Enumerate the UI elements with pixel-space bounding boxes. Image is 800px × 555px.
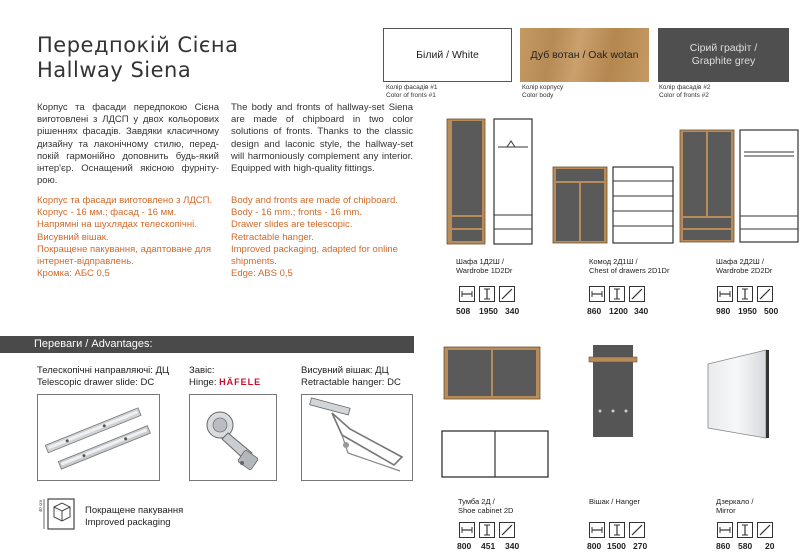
dim-depth: 20	[765, 541, 775, 551]
product-name-en: Wardrobe 1D2Dr	[456, 266, 513, 275]
retractable-hanger-photo	[301, 394, 413, 481]
product-name-en: Shoe cabinet 2D	[458, 506, 514, 515]
product-caption	[716, 257, 772, 275]
product-name-ua: Комод 2Д1Ш /	[589, 257, 638, 266]
packaging-label-ua: Покращене пакування	[85, 505, 184, 516]
product-name-en: Chest of drawers 2D1Dr	[589, 266, 670, 275]
product-dims-icons	[589, 286, 645, 302]
spec-line: Корпус та фасади виготовлено з ЛДСП.	[37, 195, 213, 206]
product-caption	[589, 257, 669, 275]
swatch-caption-en: Color of fronts #2	[659, 92, 709, 99]
product-dims-icons	[717, 522, 773, 538]
swatch-white	[383, 28, 512, 82]
dim-depth: 340	[634, 306, 649, 316]
spec-line: Edge: ABS 0,5	[231, 268, 293, 280]
product-name-ua: Тумба 2Д /	[458, 497, 495, 506]
spec-line: Кромка: АБС 0,5	[37, 268, 110, 280]
swatch-caption-ua: Колір фасадів #1	[386, 84, 438, 91]
advantage-label-ua: Завіс:	[189, 365, 215, 376]
description-en: The body and fronts of hallway-set Siena are made of chipboard in two color solutions of fronts. Thanks to the classic design and laconic style, the hallway-set will harmoniously complement any interior. Equipped with high-quality fittings.	[231, 102, 413, 175]
product-name-ua: Шафа 2Д2Ш /	[716, 257, 764, 266]
width-icon	[459, 522, 475, 538]
advantage-label-en	[189, 377, 261, 389]
width-icon	[717, 522, 733, 538]
specs-en	[231, 195, 416, 280]
swatch-caption	[386, 84, 437, 100]
depth-icon	[757, 286, 773, 302]
product-caption	[589, 497, 640, 506]
hanger-image	[588, 343, 638, 438]
dim-height: 451	[481, 541, 496, 551]
swatch-graphite	[658, 28, 789, 82]
depth-icon	[499, 522, 515, 538]
spec-line: Напрямні на шухлядах телескопічні.	[37, 219, 197, 231]
page-title-en: Hallway Siena	[37, 58, 192, 82]
dim-height: 1950	[479, 306, 498, 316]
dim-width: 800	[457, 541, 472, 551]
swatch-label: Сірий графіт / Graphite grey	[689, 42, 758, 67]
width-icon	[459, 286, 475, 302]
dim-height: 1200	[609, 306, 628, 316]
dim-width: 800	[587, 541, 602, 551]
chest-of-drawers-image	[551, 165, 677, 247]
product-caption	[458, 497, 513, 515]
drawer-slide-photo	[37, 394, 160, 481]
advantages-header: Переваги / Advantages:	[0, 336, 414, 353]
spec-line: Висувний вішак.	[37, 231, 109, 243]
dim-height: 1500	[607, 541, 626, 551]
swatch-caption-en: Color body	[522, 92, 554, 99]
product-caption	[456, 257, 512, 275]
advantage-hanger	[301, 365, 401, 388]
package-size-label: 40 cm	[38, 500, 43, 513]
dim-depth: 500	[764, 306, 779, 316]
spec-line: Покращене пакування, адаптоване для інтернет-відправлень.	[37, 243, 211, 268]
width-icon	[717, 286, 733, 302]
swatch-caption-en: Color of fronts #1	[386, 92, 436, 99]
wardrobe-1d2dr-image	[445, 117, 537, 247]
package-box-icon	[42, 497, 76, 531]
product-name-ua: Вішак / Hanger	[589, 497, 640, 506]
advantage-hinge	[189, 365, 261, 388]
height-icon	[609, 522, 625, 538]
depth-icon	[629, 286, 645, 302]
product-caption	[716, 497, 753, 515]
dim-depth: 340	[505, 541, 520, 551]
height-icon	[609, 286, 625, 302]
height-icon	[737, 286, 753, 302]
advantage-slides	[37, 365, 169, 388]
spec-line: Body - 16 mm.; fronts - 16 mm.	[231, 207, 362, 219]
dim-height: 1950	[738, 306, 757, 316]
dim-width: 508	[456, 306, 471, 316]
product-name-ua: Шафа 1Д2Ш /	[456, 257, 504, 266]
spec-line: Drawer slides are telescopic.	[231, 219, 353, 231]
swatch-oak	[520, 28, 649, 82]
product-dims-icons	[459, 522, 515, 538]
width-icon	[589, 522, 605, 538]
product-dims-icons	[459, 286, 515, 302]
packaging-label-en: Improved packaging	[85, 516, 171, 528]
product-dims-icons	[717, 286, 773, 302]
dim-height: 580	[738, 541, 753, 551]
wardrobe-2d2dr-image	[678, 128, 800, 244]
advantage-label-ua: Висувний вішак: ДЦ	[301, 365, 389, 376]
height-icon	[479, 286, 495, 302]
swatch-caption	[522, 84, 563, 100]
swatch-caption-ua: Колір корпусу	[522, 84, 564, 91]
product-name-ua: Дзеркало /	[716, 497, 754, 506]
product-name-en: Wardrobe 2D2Dr	[716, 266, 773, 275]
depth-icon	[757, 522, 773, 538]
hafele-logo: HÄFELE	[219, 376, 262, 387]
product-name-en: Mirror	[716, 506, 736, 515]
advantage-label-en: Retractable hanger: DC	[301, 376, 401, 388]
depth-icon	[629, 522, 645, 538]
dim-depth: 340	[505, 306, 520, 316]
spec-line: Корпус - 16 мм.; фасад - 16 мм.	[37, 207, 177, 219]
dim-width: 860	[587, 306, 602, 316]
advantage-label-en: Telescopic drawer slide: DC	[37, 376, 155, 388]
advantage-label-ua: Телескопічні направляючі: ДЦ	[37, 365, 170, 376]
hinge-label: Hinge:	[189, 376, 217, 388]
spec-line: Improved packaging, adapted for online shipments.	[231, 243, 398, 268]
shoe-cabinet-image	[440, 343, 552, 483]
product-dims-icons	[589, 522, 645, 538]
page-title-ua: Передпокій Сієна	[37, 33, 239, 57]
swatch-label: Білий / White	[416, 49, 479, 61]
hinge-photo	[189, 394, 277, 481]
description-ua: Корпус та фасади передпокою Сієна виготовлені з ЛДСП у двох кольорових рішеннях фасадів. Завдяки класичному дизайну та лаконічному стилю, перед-покій гармонійно доповнить будь-який інтер'єр. Оснащений якісною фурніту-рою.	[37, 102, 219, 187]
specs-ua	[37, 195, 222, 280]
spec-line: Retractable hanger.	[231, 231, 314, 243]
mirror-image	[706, 348, 772, 440]
height-icon	[479, 522, 495, 538]
dim-width: 980	[716, 306, 731, 316]
packaging-text	[85, 505, 183, 528]
swatch-caption-ua: Колір фасадів #2	[659, 84, 711, 91]
dim-depth: 270	[633, 541, 648, 551]
depth-icon	[499, 286, 515, 302]
swatch-caption	[659, 84, 710, 100]
height-icon	[737, 522, 753, 538]
swatch-label: Дуб вотан / Oak wotan	[530, 49, 639, 61]
width-icon	[589, 286, 605, 302]
spec-line: Body and fronts are made of chipboard.	[231, 195, 398, 206]
dim-width: 860	[716, 541, 731, 551]
